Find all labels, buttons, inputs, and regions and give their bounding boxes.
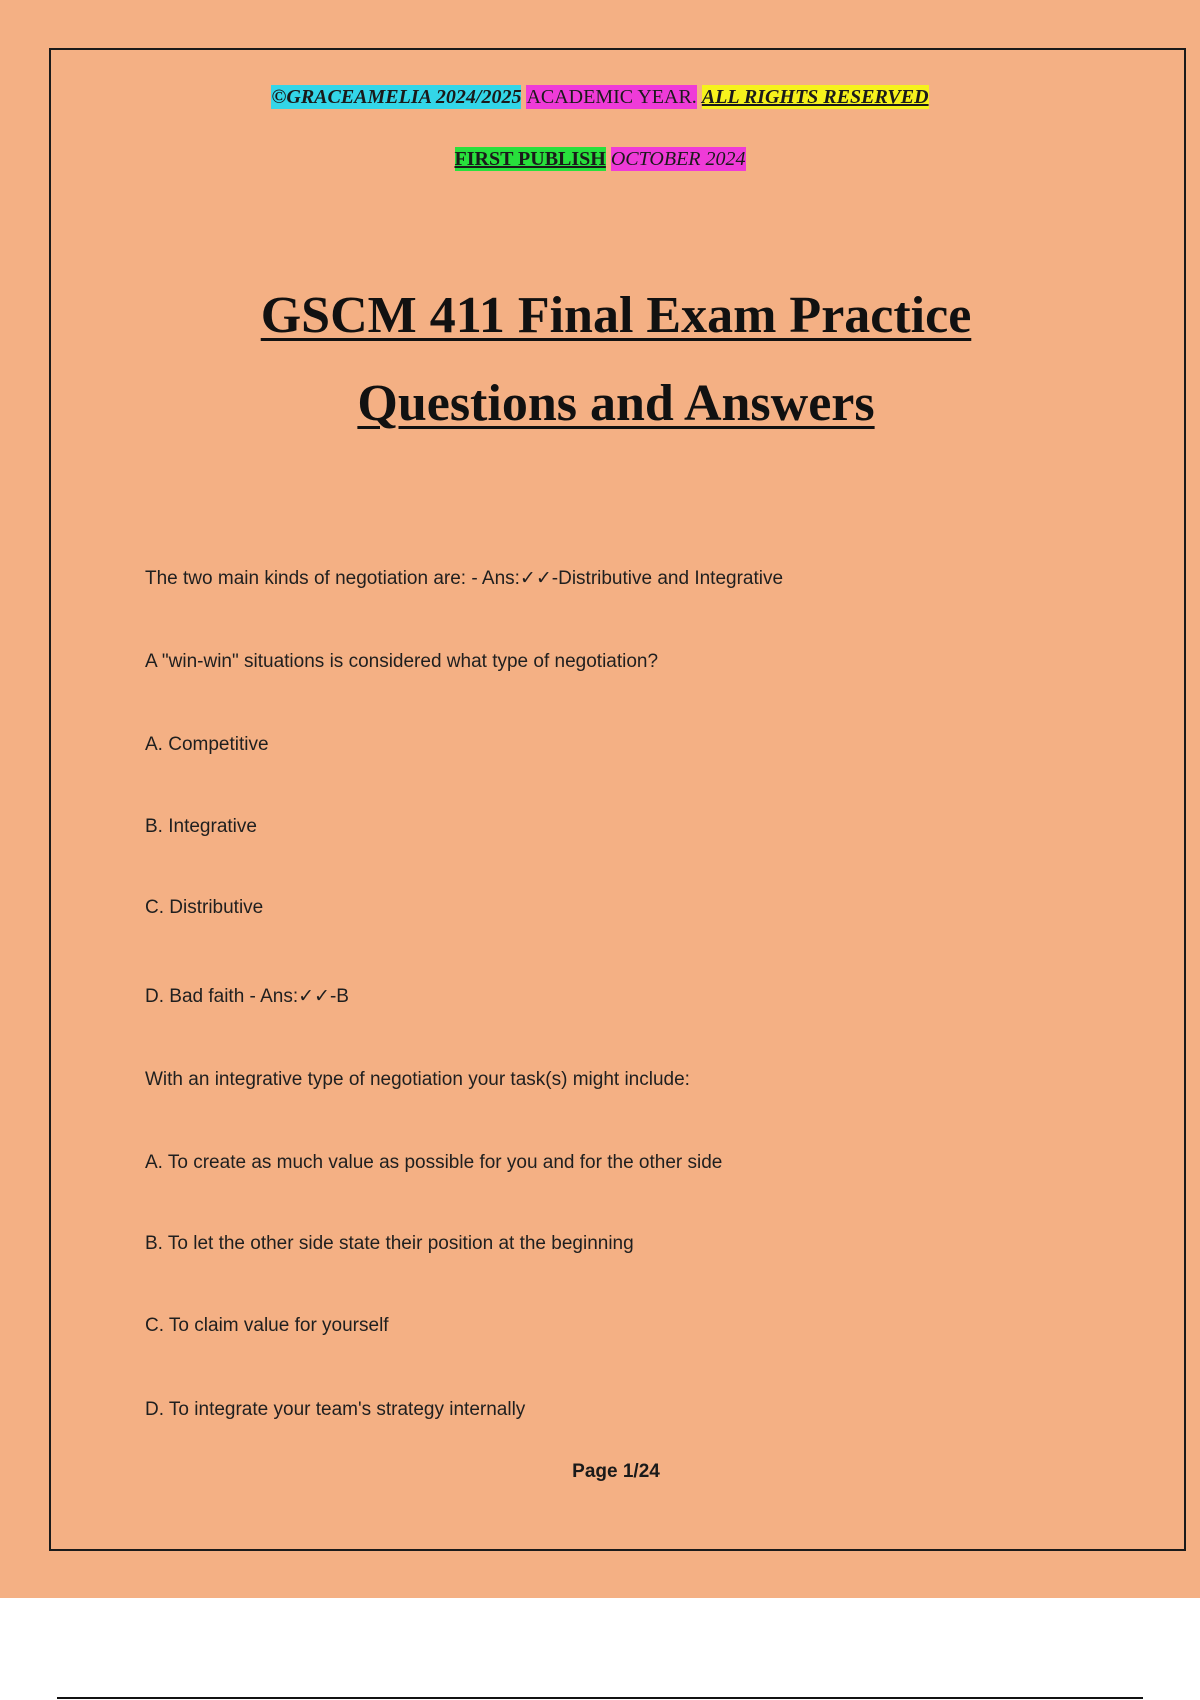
option-line: A. To create as much value as possible for you and for the other side [145,1152,723,1173]
option-line: A. Competitive [145,734,269,755]
question-line: A "win-win" situations is considered what type of negotiation? [145,651,659,672]
option-line: C. To claim value for yourself [145,1315,389,1336]
option-line: C. Distributive [145,897,264,918]
option-line: D. To integrate your team's strategy internally [145,1399,526,1420]
option-line: B. Integrative [145,816,257,837]
academic-year-text: ACADEMIC YEAR. [526,86,697,108]
next-page-divider [57,1697,1143,1699]
page-number: Page 1/24 [572,1461,660,1482]
option-answer-line: D. Bad faith - Ans:✓✓-B [145,986,349,1007]
option-line: B. To let the other side state their position at the beginning [145,1233,634,1254]
document-title-line-1: GSCM 411 Final Exam Practice [260,287,972,344]
rights-text: ALL RIGHTS RESERVED [701,86,929,108]
document-title-line-2: Questions and Answers [357,375,875,432]
copyright-line [0,86,1200,109]
first-publish-text: FIRST PUBLISH [454,148,606,170]
publish-line [0,148,1200,171]
publish-date-text: OCTOBER 2024 [610,148,746,170]
question-answer-line: The two main kinds of negotiation are: - Ans:✓✓-Distributive and Integrative [145,568,784,589]
copyright-text: ©GRACEAMELIA 2024/2025 [271,86,522,108]
question-line: With an integrative type of negotiation your task(s) might include: [145,1069,690,1090]
